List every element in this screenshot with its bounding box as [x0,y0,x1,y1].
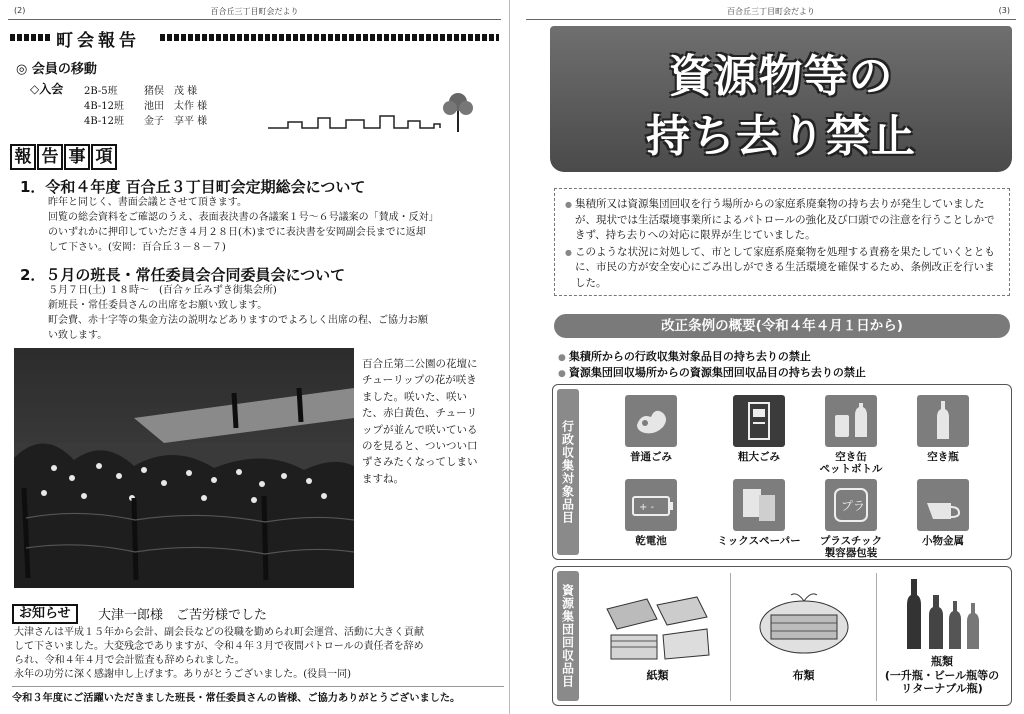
intro-paragraph: ● このような状況に対処して、市として家庭系廃棄物を処理する責務を果たしていくとともに、市民の方が安全安心にごみ出しができる生活環境を確保するため、条例改正を行いました。 [565,245,999,292]
left-running-head [0,6,509,18]
svg-text:+ -: + - [639,502,655,513]
notice-title: 大津一郎様 ご苦労様でした [98,608,268,623]
agenda2-title: 2．５月の班長・常任委員会合同委員会について [20,266,346,284]
text-line: 回覧の総会資料をご確認のうえ、表面表決書の各議案１号～６号議案の「賛成・反対」 [48,212,439,223]
admin-collection-panel [552,384,1012,560]
group-item [585,573,731,701]
category-label: 粗大ごみ [738,451,780,463]
intro-paragraph: ● 集積所又は資源集団回収を行う場所からの家庭系廃棄物の持ち去りが発生していましたが、現状では生活環境事業所によるパトロールの強化及び口頭での注意を行うことしかできず、持ち去りへの対応に限界が生じていました。 [565,197,999,244]
category-item [601,395,701,463]
right-running-head [518,6,1024,18]
category-item [709,479,809,547]
category-item [893,395,993,463]
thanks-line: 令和３年度にご活躍いただきました班長・常任委員さんの皆様、ご協力ありがとうございました。 [12,686,504,704]
can-bottle-icon [825,395,877,447]
section-banner [10,26,499,51]
group-item [877,573,1007,701]
right-running-title: 百合丘三丁目町会だより [727,7,815,16]
left-running-title: 百合丘三丁目町会だより [210,7,299,16]
small-metal-icon [917,479,969,531]
text-line: して下さい。(安岡：百合丘３－８－７) [48,242,226,253]
category-label: 空き缶 ペットボトル [819,451,883,475]
category-item [893,479,993,547]
text-line: 昨年と同じく、書面会議とさせて頂きます。 [48,197,247,208]
hero-banner [550,26,1012,172]
member-name: 池田 太作 様 [144,101,208,112]
bulky-trash-icon [733,395,785,447]
category-label: ミックスペーパー [717,535,801,547]
member-name: 猪俣 茂 様 [144,86,198,97]
join-label: ◇入会 [30,82,64,96]
battery-icon [625,479,677,531]
member-unit: 2B-5班 [84,86,118,97]
text-line: 永年の功労に深く感謝申し上げます。ありがとうございました。(役員一同) [14,669,352,680]
member-row [84,97,224,112]
report-char: 項 [91,144,117,170]
notice-body [14,626,502,682]
members-heading: ◎ 会員の移動 [16,62,97,77]
intro-box [554,188,1010,296]
bullet-item: ● 集積所からの行政収集対象品目の持ち去りの禁止 [558,350,811,363]
cloth-bundle-icon [749,583,859,663]
hero-line-2: 持ち去り禁止 [646,111,916,162]
report-char: 報 [10,144,36,170]
plastic-packaging-icon [825,479,877,531]
section-title: 町会報告 [56,31,140,51]
member-row [84,82,224,97]
category-item [801,479,901,559]
paper-bundle-icon [597,579,717,665]
agenda2-body [48,283,500,343]
report-char: 事 [64,144,90,170]
regular-trash-icon [625,395,677,447]
group-collection-panel [552,566,1012,706]
group-item [731,573,877,701]
right-page-number: (3) [998,6,1010,15]
left-page-number: (2) [14,6,26,15]
bullet-text: 集積所からの行政収集対象品目の持ち去りの禁止 [568,350,811,363]
photo-caption: 百合丘第二公園の花壇にチューリップの花が咲きました。咲いた、咲いた、赤白黄色、チューリップが並んで咲いているのを見ると、ついつい口ずさみたくなってしまいますね。 [362,358,478,485]
text-line: 大津さんは平成１５年から会計、副会長などの役職を勤められ町会運営、活動に大きく貢献 [14,627,424,638]
member-unit: 4B-12班 [84,101,124,112]
category-item [709,395,809,463]
member-unit: 4B-12班 [84,116,124,127]
text-line: して下さいました。大変残念でありますが、令和４年３月で夜間パトロールの責任者を辞め [14,641,424,652]
member-name: 金子 享平 様 [144,116,208,127]
category-label: 空き瓶 [927,451,959,463]
text-line: のいずれかに押印していただき４月２８日(木)までに表決書を安岡副会長までに返却 [48,227,426,238]
agenda1-title: 1．令和４年度 百合丘３丁目町会定期総会について [20,178,366,196]
category-label: プラスチック 製容器包装 [819,535,883,559]
svg-text:プラ: プラ [841,499,866,513]
category-item [601,479,701,547]
bullet-item: ● 資源集団回収場所からの資源集団回収品目の持ち去りの禁止 [558,366,866,379]
text-line: 町会費、赤十字等の集金方法の説明などありますのでよろしく出席の程、ご協力お願 [48,315,428,326]
group-item-label: 布類 [792,669,815,682]
report-char: 告 [37,144,63,170]
right-page [518,0,1024,714]
glass-bottle-icon [917,395,969,447]
tulip-garden-photo [14,348,354,588]
category-item [801,395,901,475]
group-item-label: 瓶類 [931,655,953,668]
text-line: ５月７日(土) １８時～ (百合ヶ丘みずき街集会所) [48,285,277,296]
bottle-sub-label: (一升瓶・ビール瓶等の リターナブル瓶) [884,669,1000,695]
mixed-paper-icon [733,479,785,531]
category-label: 乾電池 [635,535,667,547]
bullet-text: 資源集団回収場所からの資源集団回収品目の持ち去りの禁止 [568,366,866,379]
category-label: 普通ごみ [630,451,672,463]
left-page [0,0,510,714]
group-item-label: 紙類 [646,669,669,682]
category-label: 小物金属 [922,535,964,547]
overview-title: 改正条例の概要(令和４年４月１日から) [554,314,1010,338]
hero-line-1: 資源物等の [668,51,894,102]
group-panel-label: 資源集団回収品目 [557,571,579,701]
skyline-tree-illustration [268,88,478,134]
admin-panel-label: 行政収集対象品目 [557,389,579,555]
member-row [84,112,224,127]
report-heading [10,144,118,170]
text-line: られ、令和４年４月で会計監査も辞められました。 [14,655,245,666]
text-line: い致します。 [48,330,108,341]
returnable-bottles-icon [887,575,997,651]
text-line: 新班長・常任委員さんの出席をお願い致します。 [48,300,268,311]
agenda1-body [48,195,500,255]
notice-label: お知らせ [12,604,78,624]
